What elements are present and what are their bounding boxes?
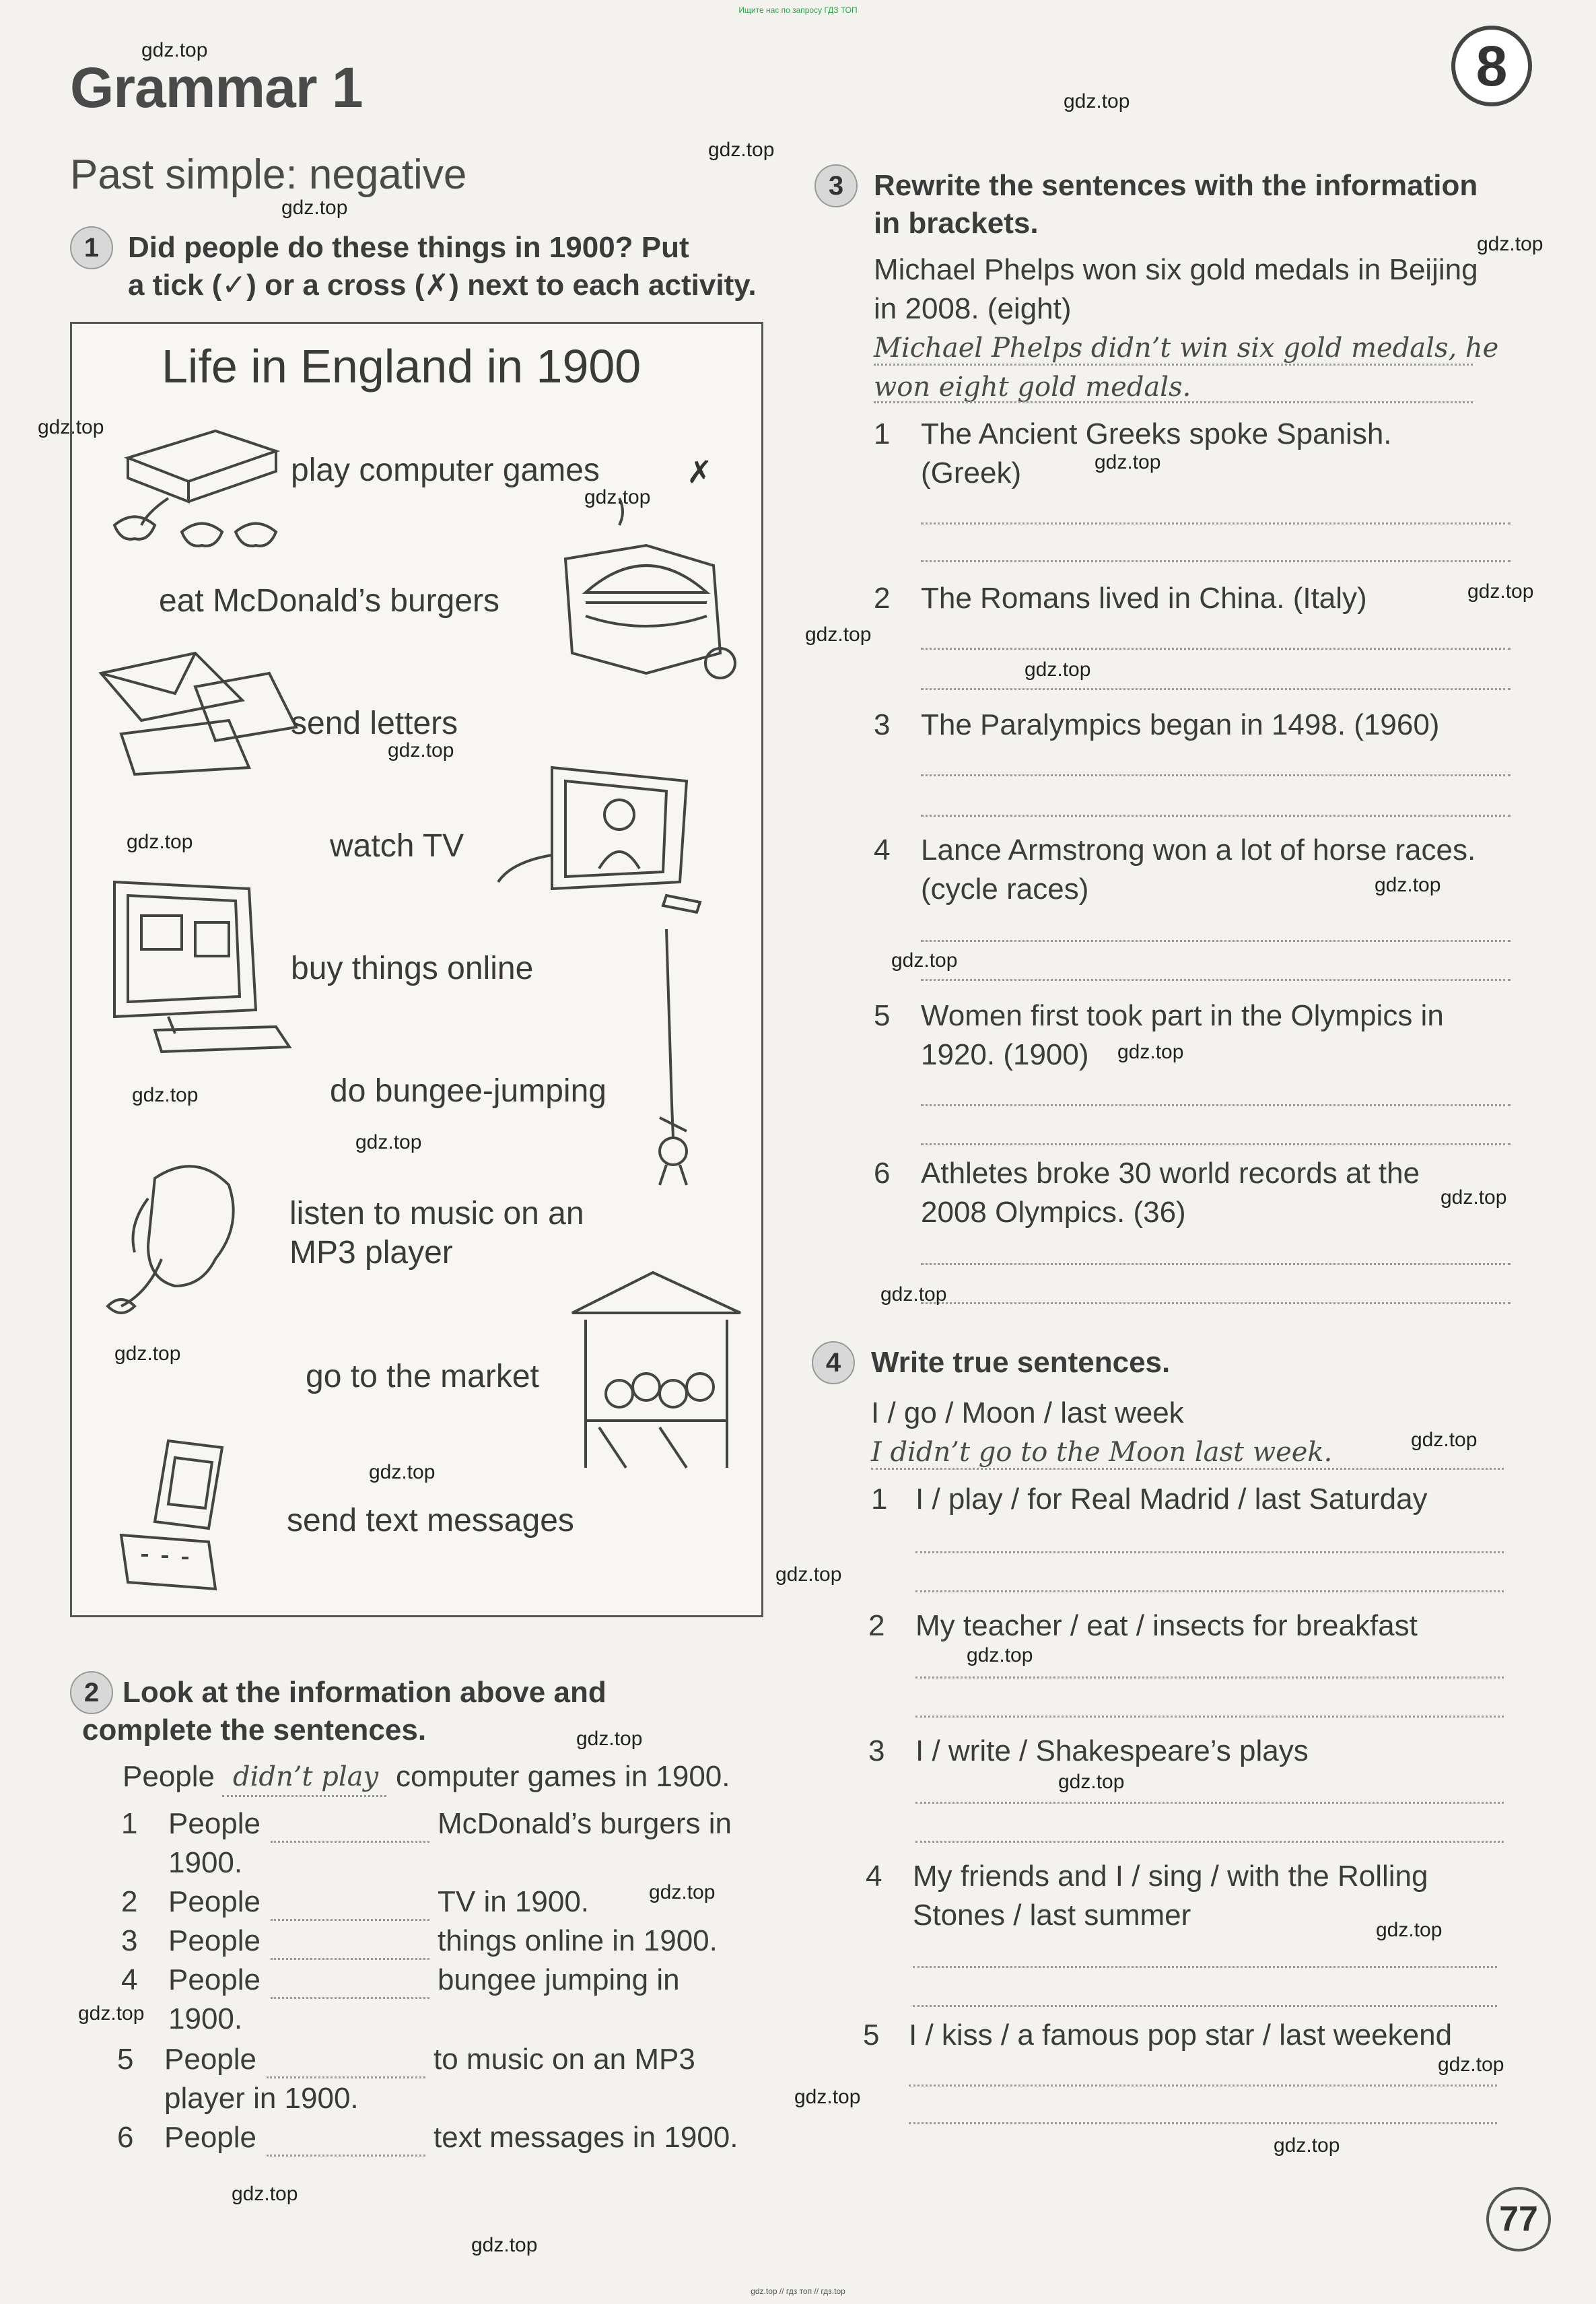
watermark: gdz.top: [132, 1084, 199, 1106]
activity-eat-burgers: eat McDonald’s burgers: [159, 583, 500, 619]
watermark: gdz.top: [576, 1728, 643, 1750]
ex2-item-5-blank[interactable]: [267, 2076, 425, 2078]
ex4-item-4-answer-line1[interactable]: [913, 1966, 1497, 1968]
exercise-3-number: 3: [814, 164, 858, 207]
ex4-example-answer: I didn’t go to the Moon last week.: [871, 1437, 1333, 1468]
letters-icon: [94, 646, 310, 781]
ex2-example-start: People: [123, 1760, 215, 1793]
ex2-item-3-number: 3: [121, 1924, 138, 1957]
watermark: gdz.top: [1064, 90, 1130, 112]
ex4-example: I / go / Moon / last week: [871, 1396, 1184, 1429]
ex2-item-1-blank[interactable]: [271, 1841, 429, 1843]
section-subtitle: Past simple: negative: [70, 151, 467, 198]
ex2-item-1-number: 1: [121, 1807, 138, 1840]
ex2-item-6-blank[interactable]: [267, 2155, 425, 2157]
ex3-item-2-number: 2: [874, 582, 891, 615]
activity-watch-tv: watch TV: [330, 828, 464, 864]
watermark: gdz.top: [649, 1881, 716, 1903]
activity-box-title: Life in England in 1900: [162, 340, 641, 393]
ex3-item-3-answer-line1[interactable]: [921, 774, 1511, 776]
ex3-example-answer-line1: Michael Phelps didn’t win six gold medals, he: [874, 333, 1499, 364]
tv-icon: [498, 761, 727, 916]
ex2-item-4-number: 4: [121, 1963, 138, 1996]
ex3-example-line1: Michael Phelps won six gold medals in Beijing: [874, 253, 1478, 286]
ex4-item-2-answer-line1[interactable]: [915, 1676, 1504, 1679]
ex3-item-1-answer-line2[interactable]: [921, 560, 1511, 562]
ex4-example-answer-rule: [871, 1468, 1504, 1470]
exercise-4-number: 4: [812, 1341, 855, 1384]
ex4-item-2-line1: My teacher / eat / insects for breakfast: [915, 1609, 1418, 1642]
ex2-item-3-end: things online in 1900.: [438, 1924, 718, 1957]
watermark: gdz.top: [1375, 874, 1441, 896]
bottom-note: gdz.top // гдз топ // гдз.top: [751, 2286, 845, 2296]
ex3-item-4-number: 4: [874, 834, 891, 867]
ex3-item-3-number: 3: [874, 708, 891, 741]
watermark: gdz.top: [114, 1343, 181, 1365]
watermark: gdz.top: [369, 1461, 436, 1483]
ex3-item-2-line1: The Romans lived in China. (Italy): [921, 582, 1367, 615]
watermark: gdz.top: [1058, 1771, 1125, 1793]
ex3-item-4-line2: (cycle races): [921, 873, 1089, 906]
ex3-item-1-line2: (Greek): [921, 456, 1022, 489]
ex2-example-answer: didn’t play: [233, 1761, 379, 1792]
exercise-2-instruction-line1: Look at the information above and: [123, 1676, 606, 1709]
ex2-item-2-start: People: [168, 1885, 261, 1918]
ex4-item-1-line1: I / play / for Real Madrid / last Saturday: [915, 1483, 1428, 1516]
exercise-1-instruction-line2: a tick (✓) or a cross (✗) next to each activity.: [128, 269, 757, 302]
ex2-item-6-end: text messages in 1900.: [433, 2121, 738, 2154]
ex2-example-end: computer games in 1900.: [396, 1760, 730, 1793]
ex3-item-6-answer-line1[interactable]: [921, 1263, 1511, 1265]
ex2-item-2-number: 2: [121, 1885, 138, 1918]
activity-play-computer-games: play computer games: [291, 452, 600, 488]
exercise-2-instruction-line2: complete the sentences.: [82, 1714, 427, 1747]
exercise-1-number: 1: [70, 226, 113, 269]
ex4-item-3-number: 3: [868, 1734, 885, 1767]
ex3-item-2-answer-line2[interactable]: [921, 688, 1511, 690]
ex3-item-4-answer-line2[interactable]: [921, 979, 1511, 981]
watermark: gdz.top: [1438, 2054, 1504, 2076]
ex4-item-3-answer-line2[interactable]: [915, 1841, 1504, 1843]
activity-bungee-jumping: do bungee-jumping: [330, 1073, 606, 1109]
ex3-item-6-number: 6: [874, 1157, 891, 1190]
ex3-item-4-line1: Lance Armstrong won a lot of horse races.: [921, 834, 1476, 867]
watermark: gdz.top: [1095, 451, 1161, 473]
ex4-item-4-answer-line2[interactable]: [913, 2005, 1497, 2007]
exercise-4-instruction: Write true sentences.: [871, 1346, 1171, 1379]
ex2-item-1-end2: 1900.: [168, 1846, 243, 1879]
ex2-item-4-start: People: [168, 1963, 261, 1996]
ex2-example-line: [222, 1795, 386, 1797]
ex2-item-1-end: McDonald’s burgers in: [438, 1807, 732, 1840]
ex3-example-answer-line2: won eight gold medals.: [874, 372, 1191, 403]
mobile-phone-icon: [108, 1434, 263, 1596]
ex4-item-2-answer-line2[interactable]: [915, 1716, 1504, 1718]
ex2-item-4-end: bungee jumping in: [438, 1963, 680, 1996]
ex4-item-4-line2: Stones / last summer: [913, 1899, 1191, 1932]
ex4-item-3-line1: I / write / Shakespeare’s plays: [915, 1734, 1309, 1767]
exercise-2-number: 2: [70, 1671, 113, 1714]
watermark: gdz.top: [805, 623, 872, 646]
bungee-jumper-icon: [639, 929, 700, 1185]
top-note: Ищите нас по запросу ГДЗ ТОП: [738, 5, 858, 15]
mp3-listener-icon: [94, 1158, 256, 1340]
watermark: gdz.top: [1376, 1919, 1443, 1941]
ex3-item-4-answer-line1[interactable]: [921, 940, 1511, 942]
exercise-1-instruction-line1: Did people do these things in 1900? Put: [128, 231, 689, 264]
ex4-item-4-number: 4: [866, 1860, 882, 1893]
watermark: gdz.top: [281, 197, 348, 219]
ex2-item-3-blank[interactable]: [271, 1958, 429, 1960]
ex3-example-answer-rule2: [874, 401, 1473, 403]
unit-badge: 8: [1451, 26, 1532, 106]
ex3-item-1-line1: The Ancient Greeks spoke Spanish.: [921, 417, 1392, 450]
computer-icon: [101, 875, 303, 1071]
watermark: gdz.top: [355, 1131, 422, 1153]
ex4-item-5-line1: I / kiss / a famous pop star / last weekend: [909, 2019, 1453, 2052]
activity-send-letters: send letters: [291, 706, 458, 741]
ex4-item-5-number: 5: [863, 2019, 880, 2052]
ex3-example-line2: in 2008. (eight): [874, 292, 1072, 325]
ex4-item-4-line1: My friends and I / sing / with the Rolling: [913, 1860, 1428, 1893]
page-title: Grammar 1: [70, 56, 363, 119]
ex3-item-3-answer-line2[interactable]: [921, 815, 1511, 817]
watermark: gdz.top: [1467, 580, 1534, 603]
page-number: 77: [1486, 2187, 1551, 2251]
watermark: gdz.top: [232, 2183, 298, 2205]
ex2-item-5-start: People: [164, 2043, 257, 2076]
activity-buy-things-online: buy things online: [291, 951, 534, 986]
game-console-icon: [101, 417, 303, 572]
watermark: gdz.top: [1117, 1041, 1184, 1063]
ex2-item-5-number: 5: [117, 2043, 134, 2076]
watermark: gdz.top: [38, 416, 104, 438]
ex3-example-answer-rule1: [874, 364, 1473, 366]
watermark: gdz.top: [1411, 1429, 1478, 1451]
ex2-item-1-start: People: [168, 1807, 261, 1840]
watermark: gdz.top: [1025, 658, 1091, 681]
ex3-item-5-line1: Women first took part in the Olympics in: [921, 999, 1444, 1032]
ex3-item-6-line1: Athletes broke 30 world records at the: [921, 1157, 1420, 1190]
exercise-3-instruction-line1: Rewrite the sentences with the information: [874, 169, 1478, 202]
watermark: gdz.top: [880, 1283, 947, 1306]
ex3-item-2-answer-line1[interactable]: [921, 648, 1511, 650]
burger-icon: [545, 518, 747, 680]
activity-send-text-messages: send text messages: [287, 1503, 574, 1538]
ex3-item-1-answer-line1[interactable]: [921, 522, 1511, 524]
ex4-item-1-answer-line2[interactable]: [915, 1590, 1504, 1592]
ex4-item-2-number: 2: [868, 1609, 885, 1642]
watermark: gdz.top: [388, 739, 454, 761]
ex2-item-3-start: People: [168, 1924, 261, 1957]
ex3-item-1-number: 1: [874, 417, 891, 450]
ex3-item-5-line2: 1920. (1900): [921, 1038, 1089, 1071]
ex2-item-2-end: TV in 1900.: [438, 1885, 590, 1918]
ex3-item-6-line2: 2008 Olympics. (36): [921, 1196, 1186, 1229]
activity-go-to-market: go to the market: [306, 1359, 539, 1394]
ex2-item-5-end: to music on an MP3: [433, 2043, 695, 2076]
ex3-item-3-line1: The Paralympics began in 1498. (1960): [921, 708, 1440, 741]
ex2-item-6-number: 6: [117, 2121, 134, 2154]
watermark: gdz.top: [1274, 2134, 1340, 2157]
ex3-item-5-answer-line1[interactable]: [921, 1104, 1511, 1106]
activity-listen-music-line2: MP3 player: [289, 1235, 453, 1270]
exercise-3-instruction-line2: in brackets.: [874, 207, 1039, 240]
ex2-item-2-blank[interactable]: [271, 1919, 429, 1921]
watermark: gdz.top: [78, 2002, 145, 2025]
ex3-item-6-answer-line2[interactable]: [921, 1302, 1511, 1304]
ex3-item-5-answer-line2[interactable]: [921, 1143, 1511, 1145]
market-stall-icon: [559, 1273, 747, 1475]
watermark: gdz.top: [1441, 1186, 1507, 1209]
watermark: gdz.top: [794, 2086, 861, 2108]
activity-listen-music-line1: listen to music on an: [289, 1196, 584, 1231]
watermark: gdz.top: [891, 949, 958, 972]
ex4-item-3-answer-line1[interactable]: [915, 1802, 1504, 1804]
watermark: gdz.top: [584, 486, 651, 508]
ex2-item-4-end2: 1900.: [168, 2002, 243, 2035]
ex3-item-5-number: 5: [874, 999, 891, 1032]
watermark: gdz.top: [127, 831, 193, 853]
ex2-item-4-blank[interactable]: [271, 1997, 429, 1999]
watermark: gdz.top: [967, 1644, 1033, 1666]
watermark: gdz.top: [141, 39, 208, 61]
watermark: gdz.top: [775, 1563, 842, 1586]
watermark: gdz.top: [708, 139, 775, 161]
ex4-item-1-number: 1: [871, 1483, 888, 1516]
ex4-item-5-answer-line1[interactable]: [909, 2085, 1497, 2087]
ex4-item-5-answer-line2[interactable]: [909, 2122, 1497, 2124]
ex2-item-6-start: People: [164, 2121, 257, 2154]
watermark: gdz.top: [471, 2234, 538, 2256]
activity-1-mark[interactable]: ✗: [687, 454, 713, 489]
ex4-item-1-answer-line1[interactable]: [915, 1551, 1504, 1553]
ex2-item-5-end2: player in 1900.: [164, 2082, 359, 2115]
watermark: gdz.top: [1477, 233, 1543, 255]
